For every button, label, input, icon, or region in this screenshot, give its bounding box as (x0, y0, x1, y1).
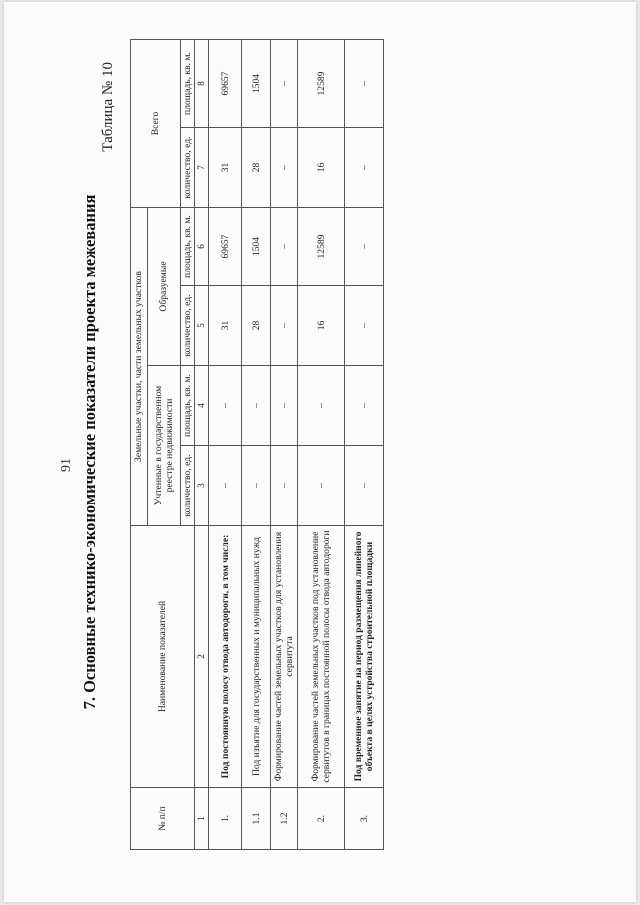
header-area: площадь, кв. м. (181, 208, 195, 286)
table-row: 2. Формирование частей земельных участков под установление сервитутов в границах постоянной полосы отвода автодороги – – 16 12589 16 12589 (298, 40, 345, 850)
header-area: площадь, кв. м. (181, 40, 195, 128)
header-registered: Учтенные в государственном реестре недвижимости (148, 366, 181, 526)
page-number: 91 (59, 458, 74, 472)
indicators-table (130, 39, 384, 850)
header-area: площадь, кв. м. (181, 366, 195, 446)
header-count: количество, ед. (181, 286, 195, 366)
table-number: Таблица № 10 (100, 62, 116, 152)
header-land-plots: Земельные участки, части земельных участков (131, 208, 148, 526)
rotated-page-content (4, 2, 636, 902)
table-row: 1.1 Под изъятие для государственных и муниципальных нужд – – 28 1504 28 1504 (242, 40, 271, 850)
header-name: Наименование показателей (131, 526, 195, 788)
header-total: Всего (131, 40, 181, 208)
header-number: № п/п (131, 788, 195, 850)
document-page (4, 2, 636, 902)
table-row: 1.2 Формирование частей земельных участков для установления сервитута – – – – – – (271, 40, 298, 850)
header-count: количество, ед. (181, 128, 195, 208)
table-row: 1. Под постоянную полосу отвода автодороги, в том числе: – – 31 69657 31 69657 (209, 40, 242, 850)
column-number-row: 1 2 3 4 5 6 7 8 (195, 40, 209, 850)
section-title: 7. Основные технико-экономические показатели проекта межевания (80, 194, 99, 710)
header-count: количество, ед. (181, 446, 195, 526)
table-row: 3. Под временное занятие на период размещения линейного объекта в целях устройства строительной площадки – – – – – – (345, 40, 384, 850)
header-formed: Образуемые (148, 208, 181, 366)
